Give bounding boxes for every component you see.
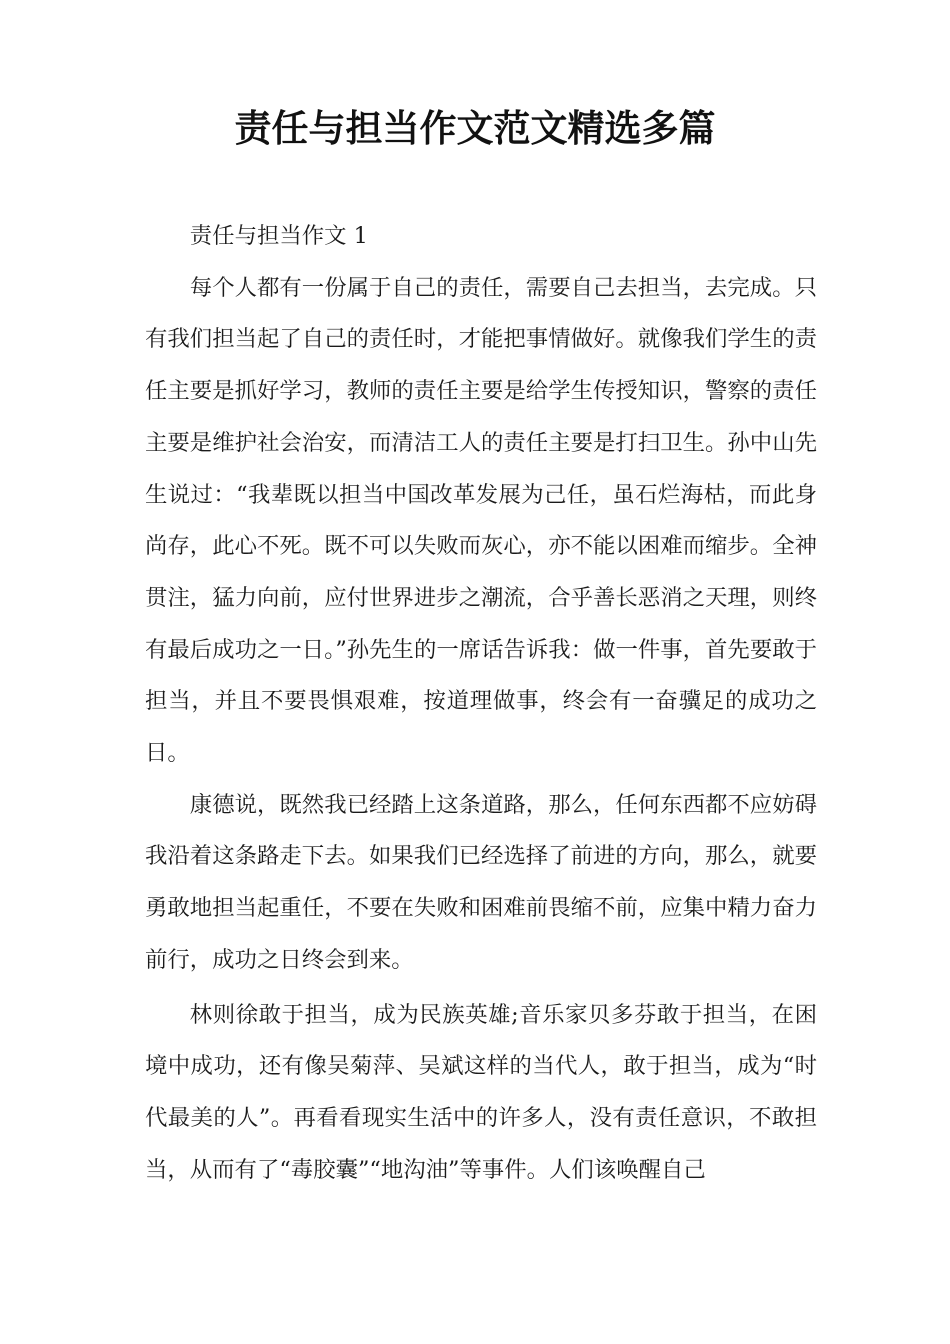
document-body — [145, 211, 817, 1196]
paragraph-3: 林则徐敢于担当，成为民族英雄;音乐家贝多芬敢于担当，在困境中成功，还有像吴菊萍、吴斌这样的当代人，敢于担当，成为“时代最美的人”。再看看现实生活中的许多人，没有责任意识，不敢担当，从而有了“毒胶囊”“地沟油”等事件。人们该唤醒自己 — [145, 1001, 817, 1183]
section-heading: 责任与担当作文 1 — [189, 223, 368, 249]
paragraph-1: 每个人都有一份属于自己的责任，需要自己去担当，去完成。只有我们担当起了自己的责任时，才能把事情做好。就像我们学生的责任主要是抓好学习，教师的责任主要是给学生传授知识，警察的责任主要是维护社会治安，而清洁工人的责任主要是打扫卫生。孙中山先生说过：“我辈既以担当中国改革发展为己任，虽石烂海枯，而此身尚存，此心不死。既不可以失败而灰心，亦不能以困难而缩步。全神贯注，猛力向前，应付世界进步之潮流，合乎善长恶消之天理，则终有最后成功之一日。”孙先生的一席话告诉我：做一件事，首先要敢于担当，并且不要畏惧艰难，按道理做事，终会有一奋骥足的成功之日。 — [145, 274, 817, 767]
paragraph-2: 康德说，既然我已经踏上这条道路，那么，任何东西都不应妨碍我沿着这条路走下去。如果我们已经选择了前进的方向，那么，就要勇敢地担当起重任，不要在失败和困难前畏缩不前，应集中精力奋力前行，成功之日终会到来。 — [145, 791, 817, 973]
document-title: 责任与担当作文范文精选多篇 — [234, 107, 716, 150]
